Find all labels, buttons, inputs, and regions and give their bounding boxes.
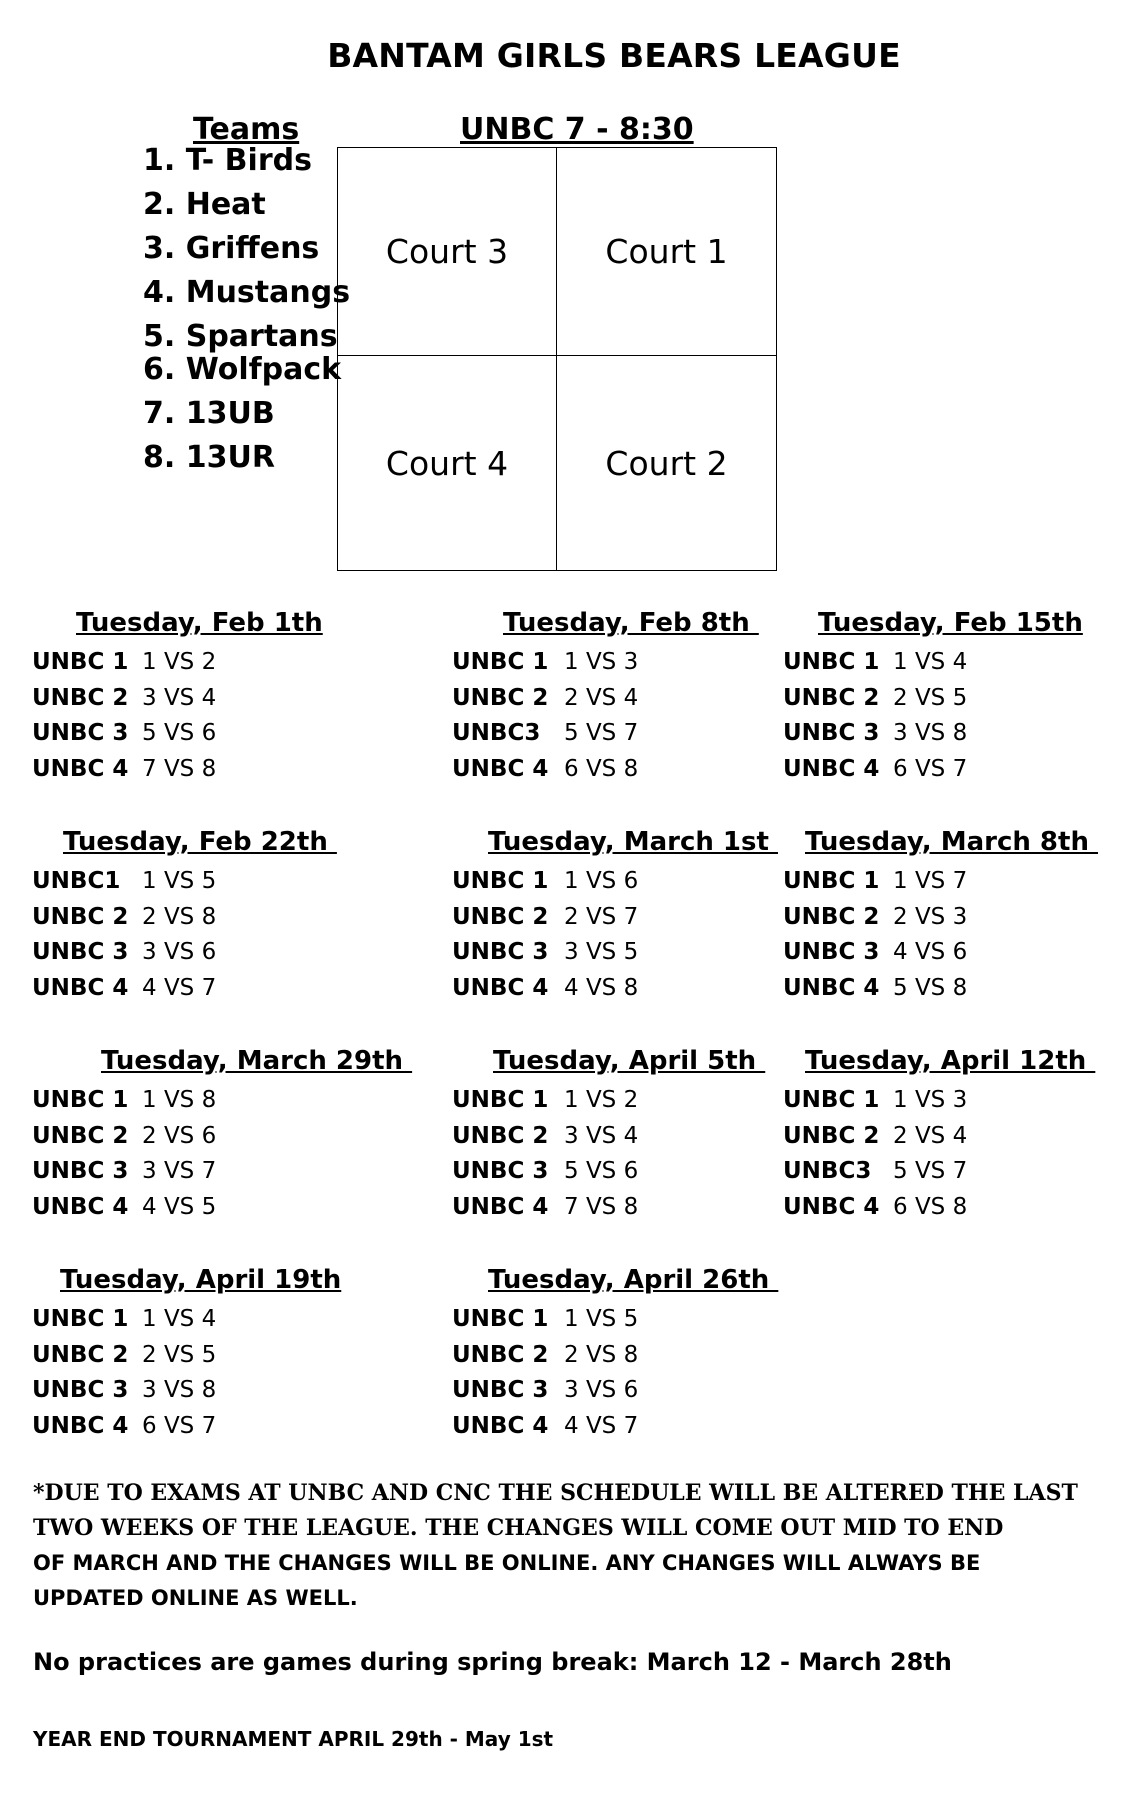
game-matchup: 1 VS 8 <box>142 1087 217 1113</box>
game-row <box>783 1194 967 1220</box>
game-matchup: 6 VS 8 <box>893 1193 968 1220</box>
game-matchup: 4 VS 6 <box>893 939 968 965</box>
game-row <box>32 685 216 711</box>
game-venue: UNBC 2 <box>783 1122 880 1149</box>
court-cell: Court 1 <box>557 148 776 356</box>
game-matchup: 2 VS 6 <box>142 1122 217 1149</box>
game-row <box>452 1123 638 1149</box>
schedule-date: Tuesday, Feb 22th <box>63 827 337 857</box>
game-row <box>32 1342 216 1368</box>
game-row <box>783 1087 967 1113</box>
game-venue: UNBC 3 <box>452 939 549 965</box>
game-row <box>783 685 967 711</box>
schedule-date: Tuesday, March 29th <box>101 1046 413 1076</box>
team-item: 6. Wolfpack <box>143 352 342 387</box>
game-row <box>452 1413 638 1439</box>
game-venue: UNBC 2 <box>452 684 549 711</box>
game-matchup: 3 VS 4 <box>142 684 217 711</box>
notice-line: UPDATED ONLINE AS WELL. <box>33 1586 358 1610</box>
game-venue: UNBC 4 <box>452 755 549 782</box>
game-venue: UNBC 1 <box>452 868 549 894</box>
court-cell: Court 4 <box>338 356 557 570</box>
game-venue: UNBC 4 <box>452 1193 549 1220</box>
game-venue: UNBC 1 <box>783 868 880 894</box>
game-venue: UNBC 4 <box>783 974 880 1001</box>
game-row <box>452 904 638 930</box>
game-row <box>783 1158 967 1184</box>
game-row <box>452 720 638 746</box>
tournament-notice: YEAR END TOURNAMENT APRIL 29th - May 1st <box>33 1727 554 1751</box>
game-venue: UNBC3 <box>783 1158 872 1184</box>
game-venue: UNBC 2 <box>452 1341 549 1368</box>
game-matchup: 4 VS 8 <box>564 974 639 1001</box>
venue-heading: UNBC 7 - 8:30 <box>460 112 694 147</box>
notice-line: *DUE TO EXAMS AT UNBC AND CNC THE SCHEDULE WILL BE ALTERED THE LAST <box>33 1480 1078 1506</box>
court-diagram <box>337 147 777 571</box>
game-venue: UNBC 4 <box>452 1412 549 1439</box>
game-venue: UNBC 4 <box>783 1193 880 1220</box>
game-row <box>32 1194 216 1220</box>
notice-line: TWO WEEKS OF THE LEAGUE. THE CHANGES WILL COME OUT MID TO END <box>33 1515 1004 1541</box>
game-row <box>32 720 216 746</box>
game-matchup: 3 VS 6 <box>142 939 217 965</box>
game-venue: UNBC 2 <box>783 684 880 711</box>
game-row <box>32 1377 216 1403</box>
team-item: 5. Spartans <box>143 319 338 354</box>
game-matchup: 1 VS 5 <box>142 868 217 894</box>
team-item: 1. T- Birds <box>143 143 312 178</box>
game-row <box>32 868 216 894</box>
game-row <box>32 1123 216 1149</box>
game-row <box>783 649 967 675</box>
game-venue: UNBC 1 <box>32 1306 129 1332</box>
game-row <box>452 649 638 675</box>
game-venue: UNBC 2 <box>452 903 549 930</box>
game-venue: UNBC 3 <box>32 720 129 746</box>
game-venue: UNBC 4 <box>32 974 129 1001</box>
spring-break-notice: No practices are games during spring break: March 12 - March 28th <box>33 1648 952 1676</box>
game-venue: UNBC 2 <box>32 684 129 711</box>
game-row <box>32 649 216 675</box>
game-venue: UNBC 4 <box>32 1412 129 1439</box>
game-row <box>452 1194 638 1220</box>
game-row <box>452 939 638 965</box>
game-venue: UNBC 3 <box>783 720 880 746</box>
game-matchup: 6 VS 7 <box>893 755 968 782</box>
game-row <box>32 975 216 1001</box>
game-venue: UNBC 2 <box>32 903 129 930</box>
teams-heading: Teams <box>193 112 300 147</box>
game-row <box>452 1306 638 1332</box>
game-row <box>452 1158 638 1184</box>
game-venue: UNBC 4 <box>32 755 129 782</box>
game-row <box>783 1123 967 1149</box>
court-cell: Court 2 <box>605 443 728 483</box>
team-item: 4. Mustangs <box>143 275 351 310</box>
game-matchup: 6 VS 7 <box>142 1412 217 1439</box>
game-matchup: 1 VS 2 <box>564 1087 639 1113</box>
game-matchup: 3 VS 5 <box>564 939 639 965</box>
game-matchup: 4 VS 7 <box>142 974 217 1001</box>
schedule-date: Tuesday, March 8th <box>805 827 1099 857</box>
game-matchup: 2 VS 7 <box>564 903 639 930</box>
schedule-date: Tuesday, April 12th <box>805 1046 1096 1076</box>
game-row <box>32 904 216 930</box>
game-venue: UNBC 1 <box>452 1306 549 1332</box>
game-matchup: 3 VS 4 <box>564 1122 639 1149</box>
court-cell: Court 3 <box>338 148 557 356</box>
game-matchup: 5 VS 7 <box>564 720 639 746</box>
game-row <box>32 1413 216 1439</box>
game-matchup: 2 VS 4 <box>564 684 639 711</box>
game-matchup: 5 VS 6 <box>564 1158 639 1184</box>
game-venue: UNBC 3 <box>32 1158 129 1184</box>
game-row <box>32 939 216 965</box>
schedule-date: Tuesday, Feb 8th <box>503 608 759 638</box>
game-venue: UNBC 2 <box>783 903 880 930</box>
page-title: BANTAM GIRLS BEARS LEAGUE <box>327 36 901 75</box>
game-venue: UNBC 4 <box>783 755 880 782</box>
game-venue: UNBC 2 <box>32 1341 129 1368</box>
game-matchup: 2 VS 3 <box>893 903 968 930</box>
game-matchup: 1 VS 7 <box>893 868 968 894</box>
game-row <box>32 1158 216 1184</box>
game-row <box>783 720 967 746</box>
game-matchup: 7 VS 8 <box>142 755 217 782</box>
game-venue: UNBC 2 <box>32 1122 129 1149</box>
game-venue: UNBC3 <box>452 720 541 746</box>
game-matchup: 3 VS 6 <box>564 1377 639 1403</box>
game-row <box>32 1306 216 1332</box>
game-matchup: 2 VS 4 <box>893 1122 968 1149</box>
game-row <box>783 756 967 782</box>
game-row <box>452 1087 638 1113</box>
schedule-date: Tuesday, April 26th <box>488 1265 779 1295</box>
game-matchup: 1 VS 5 <box>564 1306 639 1332</box>
team-item: 2. Heat <box>143 187 266 222</box>
game-matchup: 3 VS 7 <box>142 1158 217 1184</box>
game-venue: UNBC 4 <box>452 974 549 1001</box>
game-venue: UNBC 1 <box>452 1087 549 1113</box>
game-row <box>783 939 967 965</box>
game-row <box>452 685 638 711</box>
game-venue: UNBC 3 <box>452 1158 549 1184</box>
game-venue: UNBC 1 <box>32 649 129 675</box>
game-venue: UNBC 1 <box>32 1087 129 1113</box>
game-row <box>32 756 216 782</box>
game-venue: UNBC 3 <box>32 939 129 965</box>
game-matchup: 5 VS 6 <box>142 720 217 746</box>
team-item: 7. 13UB <box>143 396 275 431</box>
game-matchup: 2 VS 5 <box>893 684 968 711</box>
game-matchup: 2 VS 8 <box>142 903 217 930</box>
game-matchup: 1 VS 3 <box>564 649 639 675</box>
game-matchup: 3 VS 8 <box>142 1377 217 1403</box>
game-matchup: 5 VS 8 <box>893 974 968 1001</box>
game-venue: UNBC1 <box>32 868 121 894</box>
game-matchup: 1 VS 4 <box>142 1306 217 1332</box>
game-matchup: 4 VS 7 <box>564 1412 639 1439</box>
game-row <box>32 1087 216 1113</box>
schedule-date: Tuesday, March 1st <box>488 827 778 857</box>
game-matchup: 1 VS 6 <box>564 868 639 894</box>
team-item: 8. 13UR <box>143 440 275 475</box>
game-matchup: 1 VS 4 <box>893 649 968 675</box>
game-matchup: 5 VS 7 <box>893 1158 968 1184</box>
game-row <box>783 904 967 930</box>
game-venue: UNBC 1 <box>783 649 880 675</box>
schedule-date: Tuesday, Feb 1th <box>76 608 323 638</box>
game-venue: UNBC 2 <box>452 1122 549 1149</box>
game-row <box>783 975 967 1001</box>
game-matchup: 4 VS 5 <box>142 1193 217 1220</box>
game-matchup: 2 VS 8 <box>564 1341 639 1368</box>
schedule-date: Tuesday, April 19th <box>60 1265 342 1295</box>
game-matchup: 1 VS 2 <box>142 649 217 675</box>
game-matchup: 6 VS 8 <box>564 755 639 782</box>
game-matchup: 3 VS 8 <box>893 720 968 746</box>
game-venue: UNBC 3 <box>783 939 880 965</box>
game-row <box>452 868 638 894</box>
game-matchup: 7 VS 8 <box>564 1193 639 1220</box>
game-matchup: 1 VS 3 <box>893 1087 968 1113</box>
game-row <box>452 756 638 782</box>
game-row <box>452 1377 638 1403</box>
team-item: 3. Griffens <box>143 231 320 266</box>
game-venue: UNBC 4 <box>32 1193 129 1220</box>
game-row <box>452 1342 638 1368</box>
game-venue: UNBC 3 <box>452 1377 549 1403</box>
exam-notice <box>33 1476 1093 1616</box>
game-row <box>783 868 967 894</box>
game-matchup: 2 VS 5 <box>142 1341 217 1368</box>
game-venue: UNBC 1 <box>783 1087 880 1113</box>
schedule-date: Tuesday, April 5th <box>493 1046 766 1076</box>
game-venue: UNBC 3 <box>32 1377 129 1403</box>
notice-line: OF MARCH AND THE CHANGES WILL BE ONLINE. ANY CHANGES WILL ALWAYS BE <box>33 1551 981 1575</box>
game-venue: UNBC 1 <box>452 649 549 675</box>
schedule-date: Tuesday, Feb 15th <box>818 608 1083 638</box>
game-row <box>452 975 638 1001</box>
